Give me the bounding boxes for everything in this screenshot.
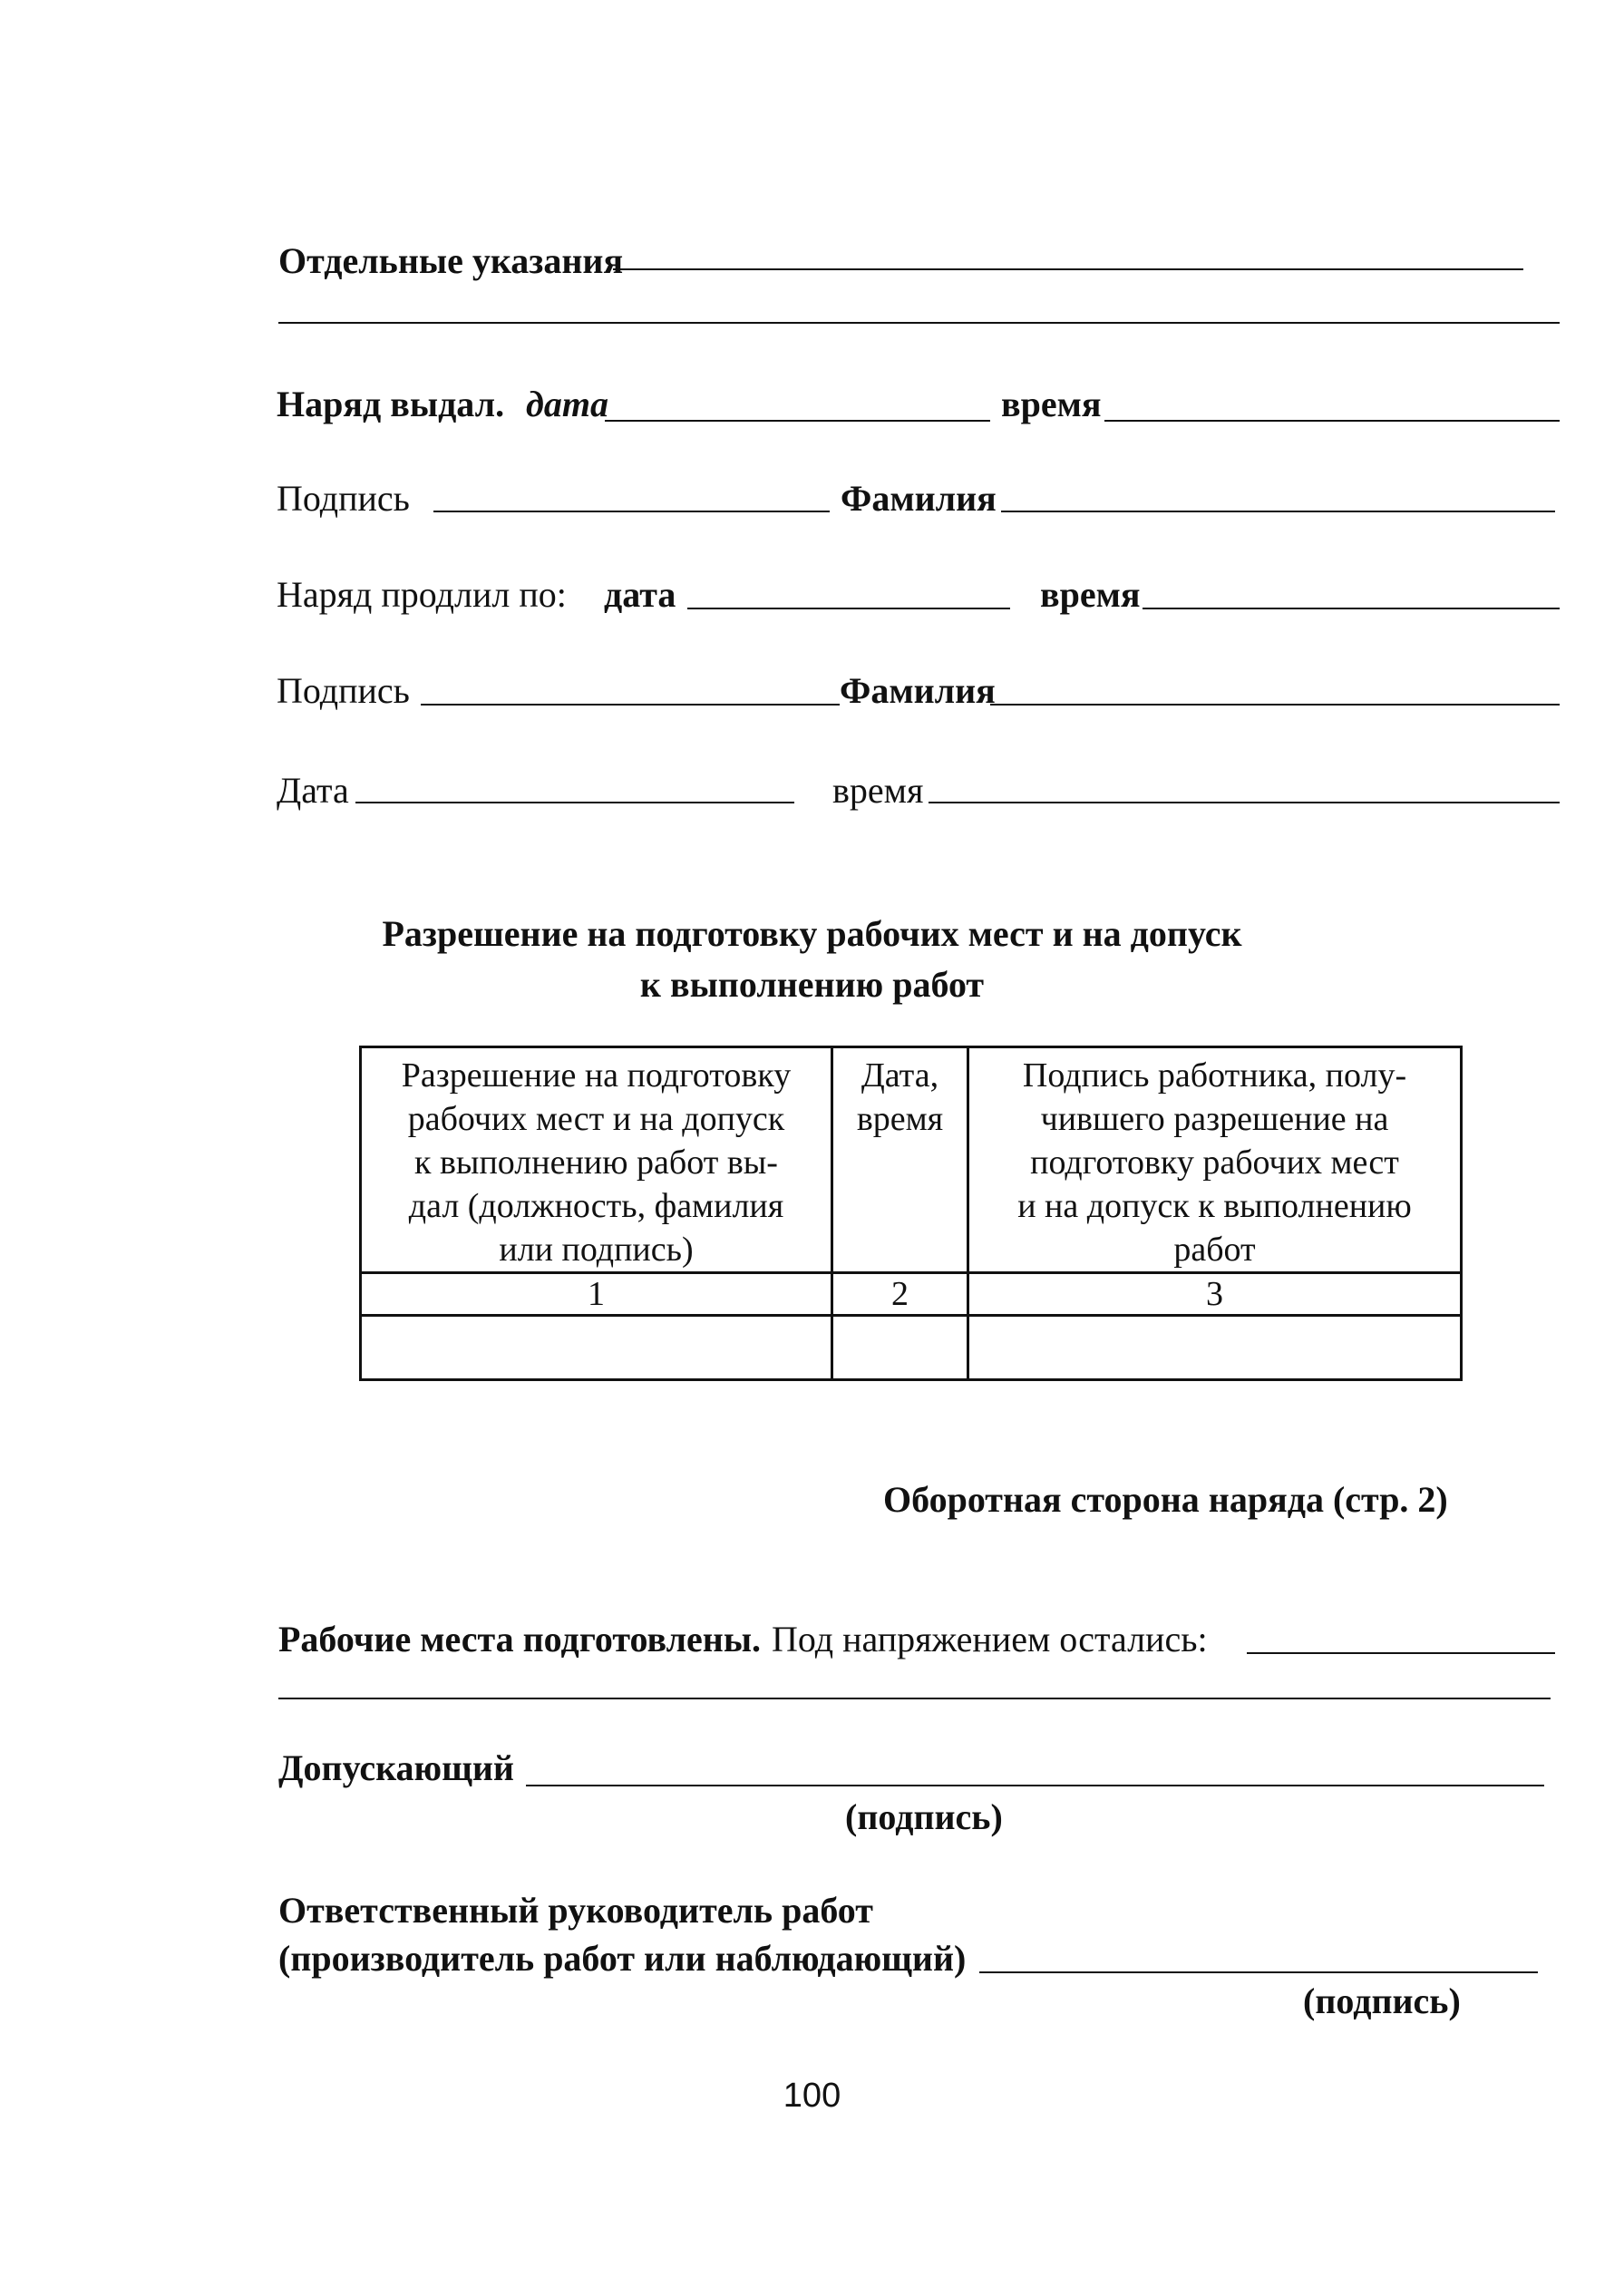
signature-label: Подпись bbox=[277, 478, 410, 519]
energized-field-line bbox=[1247, 1652, 1555, 1654]
column-header-issued-by-text: Разрешение на подготовку рабочих мест и на допуск к выполнению работ вы- дал (должность, фамилия или подпись) bbox=[401, 1056, 792, 1269]
reverse-side-heading: Оборотная сторона наряда (стр. 2) bbox=[883, 1479, 1448, 1520]
column-header-issued-by bbox=[361, 1047, 832, 1273]
column-header-receiver-signature-text: Подпись работника, полу- чившего разрешение на подготовку рабочих мест и на допуск к выполнению работ bbox=[1017, 1056, 1412, 1269]
special-instructions-field-line bbox=[613, 268, 1523, 270]
special-instructions-field-line-2 bbox=[278, 322, 1560, 324]
responsible-signature-caption: (подпись) bbox=[1303, 1980, 1461, 2021]
permission-heading-line-1: Разрешение на подготовку рабочих мест и на допуск bbox=[382, 913, 1242, 954]
table-row bbox=[361, 1316, 1462, 1380]
admitting-field-line bbox=[526, 1785, 1544, 1786]
extended-label: Наряд продлил по: bbox=[277, 574, 567, 615]
permission-table bbox=[359, 1046, 1463, 1381]
admitting-signature-caption: (подпись) bbox=[845, 1796, 1003, 1837]
issued-time-label: время bbox=[1001, 384, 1102, 424]
column-number-2: 2 bbox=[832, 1273, 968, 1316]
table-cell-empty bbox=[832, 1316, 968, 1380]
extended-date-label: дата bbox=[604, 574, 676, 615]
extended-time-field-line bbox=[1143, 608, 1560, 609]
column-header-receiver-signature bbox=[968, 1047, 1462, 1273]
column-header-date-time bbox=[832, 1047, 968, 1273]
extended-date-field-line bbox=[687, 608, 1010, 609]
permission-heading-line-2: к выполнению работ bbox=[639, 964, 985, 1005]
time-label: время bbox=[832, 770, 924, 811]
responsible-label-line-2: (производитель работ или наблюдающий) bbox=[278, 1938, 967, 1979]
time-field-line bbox=[929, 802, 1560, 803]
surname-field-line bbox=[1001, 511, 1555, 512]
responsible-field-line bbox=[979, 1971, 1538, 1973]
issued-time-field-line bbox=[1104, 420, 1560, 422]
table-header-row bbox=[361, 1047, 1462, 1273]
surname-field-line-2 bbox=[990, 704, 1560, 706]
signature-field-line bbox=[433, 511, 830, 512]
workplaces-prepared-label: Рабочие места подготовлены. bbox=[278, 1619, 762, 1659]
remained-energized-label: Под напряжением остались: bbox=[772, 1619, 1208, 1659]
table-number-row bbox=[361, 1273, 1462, 1316]
column-header-date-time-text: Дата, время bbox=[856, 1056, 944, 1138]
table-cell-empty bbox=[968, 1316, 1462, 1380]
issued-date-label: дата bbox=[526, 384, 608, 424]
signature-field-line-2 bbox=[421, 704, 840, 706]
signature-label-2: Подпись bbox=[277, 670, 410, 711]
page-number: 100 bbox=[783, 2077, 841, 2115]
issued-date-field-line bbox=[605, 420, 990, 422]
table-cell-empty bbox=[361, 1316, 832, 1380]
date-field-line bbox=[355, 802, 794, 803]
column-number-1: 1 bbox=[361, 1273, 832, 1316]
column-number-3: 3 bbox=[968, 1273, 1462, 1316]
responsible-label-line-1: Ответственный руководитель работ bbox=[278, 1890, 873, 1931]
issued-label: Наряд выдал. bbox=[277, 384, 505, 424]
admitting-label: Допускающий bbox=[278, 1747, 514, 1788]
surname-label-2: Фамилия bbox=[840, 670, 996, 711]
energized-field-line-2 bbox=[278, 1698, 1551, 1699]
extended-time-label: время bbox=[1040, 574, 1141, 615]
special-instructions-label: Отдельные указания bbox=[278, 240, 624, 281]
surname-label: Фамилия bbox=[841, 478, 997, 519]
date-label: Дата bbox=[277, 770, 349, 811]
